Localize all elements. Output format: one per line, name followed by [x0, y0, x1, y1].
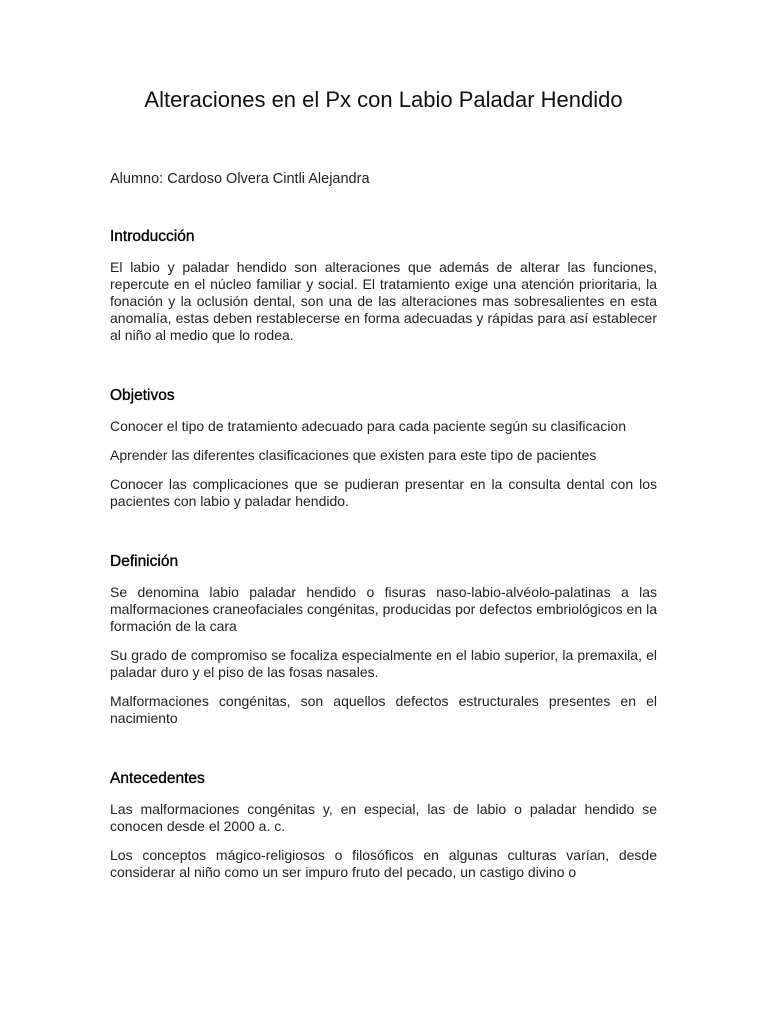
section-definicion [110, 552, 657, 727]
student-name: Alumno: Cardoso Olvera Cintli Alejandra [110, 171, 370, 187]
paragraph: Los conceptos mágico-religiosos o filosóficos en algunas culturas varían, desde considerar al niño como un ser impuro fruto del pecado, un castigo divino o [110, 847, 657, 880]
paragraph: Aprender las diferentes clasificaciones que existen para este tipo de pacientes [110, 447, 597, 463]
section-heading: Antecedentes [110, 770, 205, 787]
paragraph: El labio y paladar hendido son alteraciones que además de alterar las funciones, repercute en el núcleo familiar y social. El tratamiento exige una atención prioritaria, la fonación y la oclusión dental, son una de las alteraciones mas sobresalientes en esta anomalía, estas deben restablecerse en forma adecuadas y rápidas para así establecer al niño al medio que lo rodea. [110, 259, 657, 343]
section-heading: Definición [110, 553, 179, 570]
section-objetivos [110, 386, 657, 510]
section-antecedentes [110, 769, 657, 881]
section-heading: Objetivos [110, 387, 175, 404]
paragraph: Conocer el tipo de tratamiento adecuado para cada paciente según su clasificacion [110, 418, 626, 434]
section-heading: Introducción [110, 228, 195, 245]
paragraph: Se denomina labio paladar hendido o fisuras naso-labio-alvéolo-palatinas a las malformaciones craneofaciales congénitas, producidas por defectos embriológicos en la formación de la cara [110, 584, 657, 634]
paragraph: Su grado de compromiso se focaliza especialmente en el labio superior, la premaxila, el paladar duro y el piso de las fosas nasales. [110, 647, 657, 680]
paragraph: Malformaciones congénitas, son aquellos defectos estructurales presentes en el nacimiento [110, 693, 657, 726]
paragraph: Las malformaciones congénitas y, en especial, las de labio o paladar hendido se conocen desde el 2000 a. c. [110, 801, 657, 834]
document-title: Alteraciones en el Px con Labio Paladar Hendido [144, 87, 623, 112]
section-introduccion [110, 227, 657, 344]
document-page [110, 86, 657, 881]
paragraph: Conocer las complicaciones que se pudieran presentar en la consulta dental con los pacientes con labio y paladar hendido. [110, 476, 657, 509]
